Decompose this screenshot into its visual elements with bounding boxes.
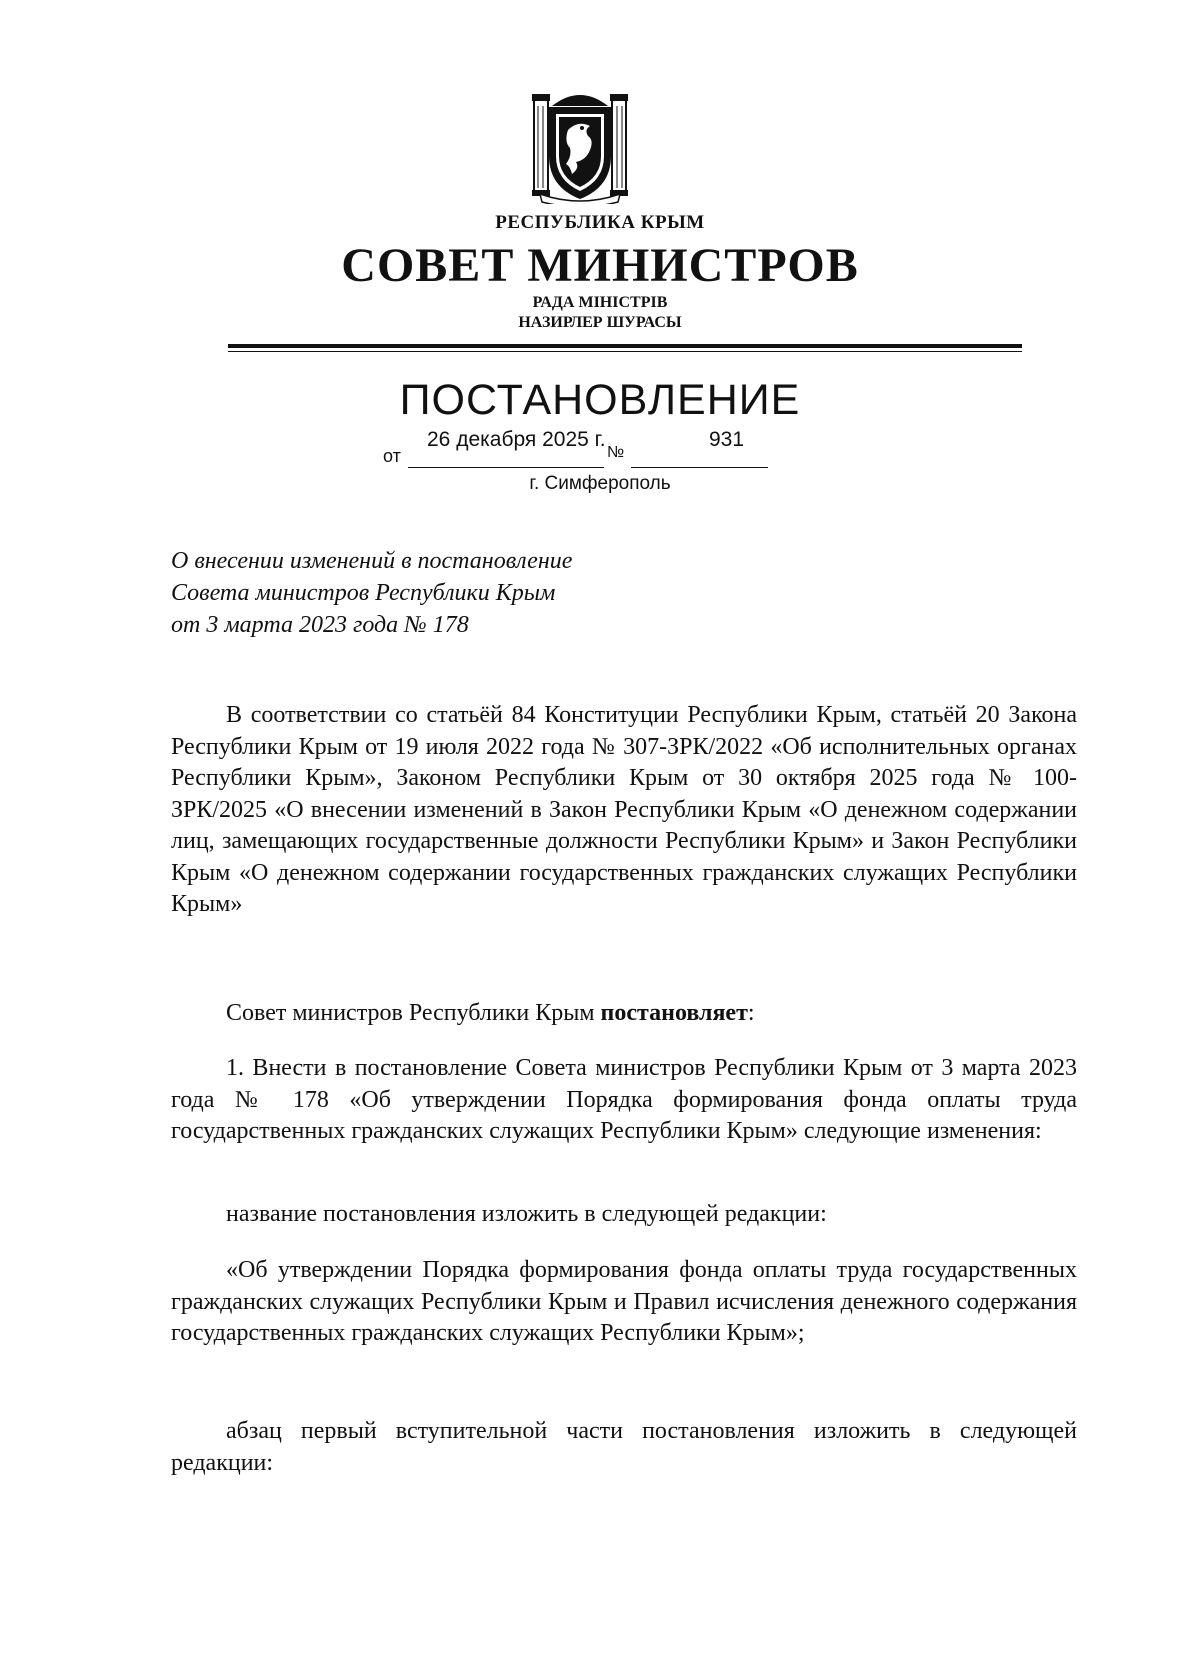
body-paragraph-resolves bbox=[171, 998, 1077, 1030]
header-divider-thin bbox=[228, 351, 1022, 352]
resolves-colon: : bbox=[747, 1000, 755, 1026]
number-sign-label: № bbox=[607, 444, 625, 461]
body-paragraph-preamble: В соответствии со статьёй 84 Конституции Республики Крым, статьёй 20 Закона Республики Крым от 19 июля 2022 года № 307-ЗРК/2022 «Об исполнительных органах Республики Крым», Законом Республики Крым от 30 октября 2025 года № 100-ЗРК/2025 «О внесении изменений в Закон Республики Крым «О денежном содержании лиц, замещающих государственные должности Республики Крым» и Закон Республики Крым «О денежном содержании государственных гражданских служащих Республики Крым» bbox=[171, 702, 1077, 917]
resolves-text: Совет министров Республики Крым bbox=[226, 1000, 601, 1026]
council-name-crimean-tatar: НАЗИРЛЕР ШУРАСЫ bbox=[518, 314, 682, 331]
resolves-keyword: постановляет bbox=[600, 1000, 748, 1026]
document-type-title: ПОСТАНОВЛЕНИЕ bbox=[399, 376, 801, 424]
subject-line: от 3 марта 2023 года № 178 bbox=[171, 612, 469, 638]
header-divider-thick bbox=[228, 344, 1022, 348]
body-paragraph-item-1: 1. Внести в постановление Совета министров Республики Крым от 3 марта 2023 года № 178 «Об утверждении Порядка формирования фонда оплаты труда государственных гражданских служащих Республики Крым» следующие изменения: bbox=[171, 1055, 1077, 1144]
date-number-line bbox=[383, 428, 783, 468]
decree-subject bbox=[171, 545, 651, 641]
decree-number: 931 bbox=[709, 428, 745, 451]
body-paragraph-new-title: «Об утверждении Порядка формирования фонда оплаты труда государственных гражданских служащих Республики Крым и Правил исчисления денежного содержания государственных гражданских служащих Республики Крым»; bbox=[171, 1257, 1077, 1346]
republic-name: РЕСПУБЛИКА КРЫМ bbox=[495, 212, 705, 233]
number-underline bbox=[631, 467, 768, 468]
date-prefix-label: от bbox=[383, 446, 401, 466]
council-name: СОВЕТ МИНИСТРОВ bbox=[341, 239, 859, 292]
body-paragraph-title-change: название постановления изложить в следующей редакции: bbox=[226, 1201, 827, 1227]
crimea-coat-of-arms-icon bbox=[532, 90, 628, 204]
subject-line: О внесении изменений в постановление bbox=[171, 548, 573, 574]
subject-line: Совета министров Республики Крым bbox=[171, 580, 556, 606]
decree-date: 26 декабря 2025 г. bbox=[427, 428, 606, 451]
date-underline bbox=[408, 467, 604, 468]
body-paragraph-preamble-change: абзац первый вступительной части постановления изложить в следующей редакции: bbox=[171, 1418, 1077, 1476]
council-name-ukrainian: РАДА МІНІСТРІВ bbox=[532, 294, 668, 311]
city-name: г. Симферополь bbox=[529, 473, 671, 494]
